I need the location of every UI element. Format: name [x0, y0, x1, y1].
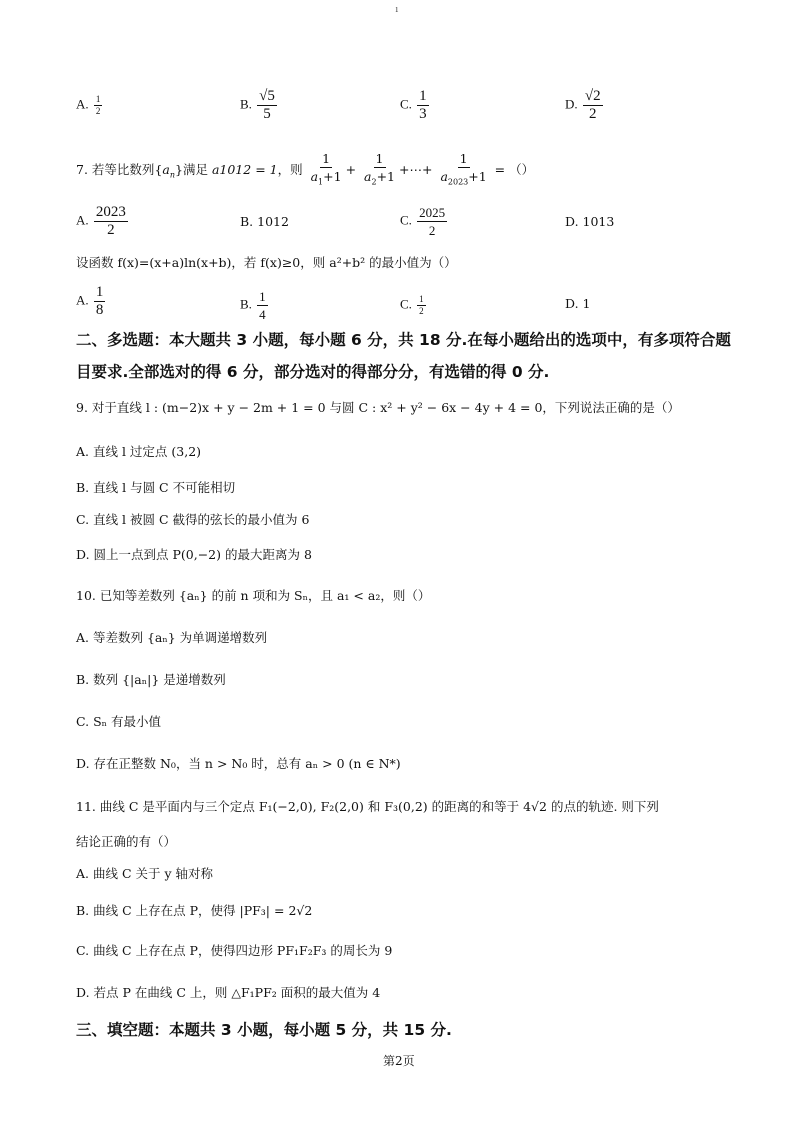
fraction: $\frac{1}{a_{2023}+1}$ — [440, 151, 487, 187]
option-label: B. — [240, 96, 252, 112]
q11-option-b[interactable]: B. 曲线 C 上存在点 P，使得 |PF₃| = 2√2 — [76, 903, 313, 918]
q7-stem: 7. 若等比数列$\{a_n\}$满足 a1012 = 1，则 $\frac{1}{a_1+1}$ + $\frac{1}{a_2+1}$ +⋯+ $\frac{1}{a_{2023}+1}$ = （） — [76, 150, 534, 194]
q8-option-b[interactable]: B. $\frac{1}{4}$ — [240, 289, 266, 322]
q10-stem: 10. 已知等差数列 {aₙ} 的前 n 项和为 Sₙ，且 a₁ < a₂，则（） — [76, 588, 431, 603]
q10-option-d[interactable]: D. 存在正整数 N₀，当 n > N₀ 时，总有 aₙ > 0 (n ∈ N*) — [76, 756, 401, 771]
q11-option-c[interactable]: C. 曲线 C 上存在点 P，使得四边形 PF₁F₂F₃ 的周长为 9 — [76, 943, 393, 958]
q11-option-d[interactable]: D. 若点 P 在曲线 C 上，则 △F₁PF₂ 面积的最大值为 4 — [76, 985, 381, 1000]
q8-option-d[interactable]: D. 1 — [565, 296, 591, 311]
fraction: $\frac{1}{2}$ — [95, 94, 101, 116]
q9-option-d[interactable]: D. 圆上一点到点 P(0,−2) 的最大距离为 8 — [76, 547, 312, 562]
section-2-heading-line1: 二、多选题：本大题共 3 小题，每小题 6 分，共 18 分.在每小题给出的选项中，有多项符合题 — [76, 331, 731, 349]
section-3-heading: 三、填空题：本题共 3 小题，每小题 5 分，共 15 分. — [76, 1021, 452, 1039]
q8-stem: 设函数 f(x)=(x+a)ln(x+b)，若 f(x)≥0，则 a²+b² 的最小值为（） — [76, 255, 457, 270]
q9-option-c[interactable]: C. 直线 l 被圆 C 截得的弦长的最小值为 6 — [76, 512, 310, 527]
page-header-mark: 1 — [395, 6, 399, 14]
fraction: $\frac{1}{2}$ — [419, 294, 424, 316]
q7-option-c[interactable]: C. $\frac{2025}{2}$ — [400, 205, 446, 238]
section-2-heading-line2: 目要求.全部选对的得 6 分，部分选对的得部分分，有选错的得 0 分. — [76, 363, 550, 381]
q10-option-a[interactable]: A. 等差数列 {aₙ} 为单调递增数列 — [76, 630, 268, 645]
fraction: $\frac{1}{8}$ — [95, 284, 104, 318]
q11-stem-line1: 11. 曲线 C 是平面内与三个定点 F₁(−2,0), F₂(2,0) 和 F₃(0,2) 的距离的和等于 4√2 的点的轨迹. 则下列 — [76, 799, 659, 814]
q10-option-b[interactable]: B. 数列 {|aₙ|} 是递增数列 — [76, 672, 226, 687]
fraction: $\frac{1}{3}$ — [419, 88, 427, 122]
fraction: $\frac{2023}{2}$ — [95, 204, 126, 238]
fraction: $\frac{1}{a_1+1}$ — [310, 151, 342, 187]
q6-option-b[interactable] — [240, 88, 279, 123]
q11-stem-line2: 结论正确的有（） — [76, 834, 177, 849]
q9-option-a[interactable]: A. 直线 l 过定点 (3,2) — [76, 444, 202, 459]
q8-option-c[interactable]: C. $\frac{1}{2}$ — [400, 294, 424, 316]
q10-option-c[interactable]: C. Sₙ 有最小值 — [76, 714, 162, 729]
q7-option-b[interactable]: B. 1012 — [240, 214, 289, 229]
q9-stem: 9. 对于直线 l : (m−2)x + y − 2m + 1 = 0 与圆 C : x² + y² − 6x − 4y + 4 = 0，下列说法正确的是（） — [76, 400, 680, 415]
fraction: $\frac{2025}{2}$ — [419, 205, 446, 238]
page-number: 第2页 — [383, 1054, 415, 1068]
option-label: D. — [565, 96, 578, 112]
fraction: $\frac{1}{4}$ — [259, 289, 266, 322]
fraction: $\frac{1}{a_2+1}$ — [364, 151, 396, 187]
fraction: $\frac{√2}{2}$ — [584, 88, 601, 122]
option-label: C. — [400, 96, 412, 112]
q7-option-d[interactable]: D. 1013 — [565, 214, 615, 229]
q6-option-c[interactable] — [400, 88, 431, 123]
q8-option-a[interactable]: A. $\frac{1}{8}$ — [76, 284, 104, 318]
option-label: A. — [76, 96, 89, 112]
fraction: $\frac{√5}{5}$ — [259, 88, 275, 122]
q7-option-a[interactable]: A. $\frac{2023}{2}$ — [76, 204, 126, 238]
q11-option-a[interactable]: A. 曲线 C 关于 y 轴对称 — [76, 866, 213, 881]
q9-option-b[interactable]: B. 直线 l 与圆 C 不可能相切 — [76, 480, 236, 495]
q6-option-d[interactable] — [565, 88, 605, 123]
q6-option-a[interactable] — [76, 94, 104, 117]
